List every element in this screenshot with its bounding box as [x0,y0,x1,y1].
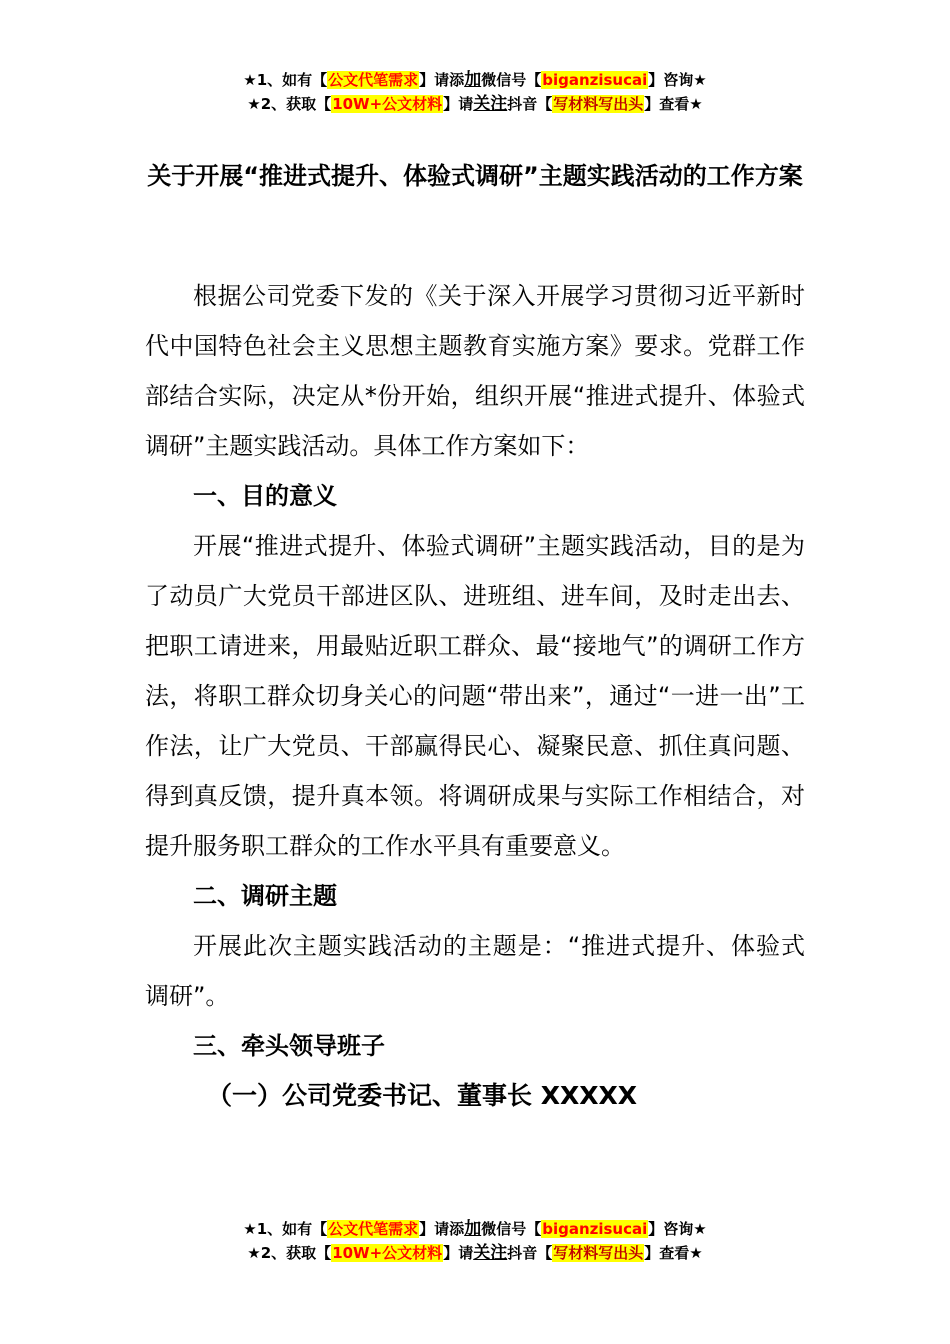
banner-line-1 [0,1217,950,1241]
banner-text: ★2、获取【 [247,1244,332,1262]
document-title: 关于开展“推进式提升、体验式调研”主题实践活动的工作方案 [147,162,803,190]
banner-text: ★2、获取【 [247,95,332,113]
highlight-materials: 10W+公文材料 [332,95,443,113]
banner-underlined-text: 加 [464,1219,482,1239]
banner-text: 微信号【 [481,1220,542,1238]
banner-text: 微信号【 [481,71,542,89]
banner-text: 】查看★ [644,1244,703,1262]
banner-underlined-text: 关注 [473,94,508,114]
document-body [145,271,805,1121]
banner-text: 】请添 [419,71,465,89]
banner-text: 】请添 [419,1220,465,1238]
section-1-paragraph: 开展“推进式提升、体验式调研”主题实践活动，目的是为了动员广大党员干部进区队、进班组、进车间，及时走出去、把职工请进来，用最贴近职工群众、最“接地气”的调研工作方法，将职工群众切身关心的问题“带出来”，通过“一进一出”工作法，让广大党员、干部赢得民心、凝聚民意、抓住真问题、得到真反馈，提升真本领。将调研成果与实际工作相结合，对提升服务职工群众的工作水平具有重要意义。 [145,532,805,860]
banner-text: 】查看★ [644,95,703,113]
banner-line-2 [0,1241,950,1265]
banner-text: 抖音【 [507,1244,553,1262]
banner-underlined-text: 加 [464,70,482,90]
section-3-subheading: （一）公司党委书记、董事长 XXXXX [207,1081,638,1110]
banner-line-2 [0,92,950,116]
intro-paragraph: 根据公司党委下发的《关于深入开展学习贯彻习近平新时代中国特色社会主义思想主题教育实施方案》要求。党群工作部结合实际，决定从*份开始，组织开展“推进式提升、体验式调研”主题实践活动。具体工作方案如下： [145,282,805,460]
highlight-service: 公文代笔需求 [328,1220,419,1238]
banner-text: 】咨询★ [648,71,707,89]
section-1-heading: 一、目的意义 [193,482,337,510]
highlight-douyin-account: 写材料写出头 [553,95,644,113]
top-banner [0,68,950,116]
banner-line-1 [0,68,950,92]
banner-text: 】请 [443,95,474,113]
highlight-wechat-id: biganzisucai [542,71,648,89]
banner-text: 】咨询★ [648,1220,707,1238]
section-3-heading: 三、牵头领导班子 [193,1032,385,1060]
section-2-heading: 二、调研主题 [193,882,337,910]
highlight-service: 公文代笔需求 [328,71,419,89]
highlight-wechat-id: biganzisucai [542,1220,648,1238]
banner-text: ★1、如有【 [243,71,328,89]
bottom-banner [0,1217,950,1265]
highlight-douyin-account: 写材料写出头 [553,1244,644,1262]
banner-text: 】请 [443,1244,474,1262]
banner-text: ★1、如有【 [243,1220,328,1238]
section-2-paragraph: 开展此次主题实践活动的主题是：“推进式提升、体验式调研”。 [145,932,805,1010]
banner-underlined-text: 关注 [473,1243,508,1263]
banner-text: 抖音【 [507,95,553,113]
highlight-materials: 10W+公文材料 [332,1244,443,1262]
